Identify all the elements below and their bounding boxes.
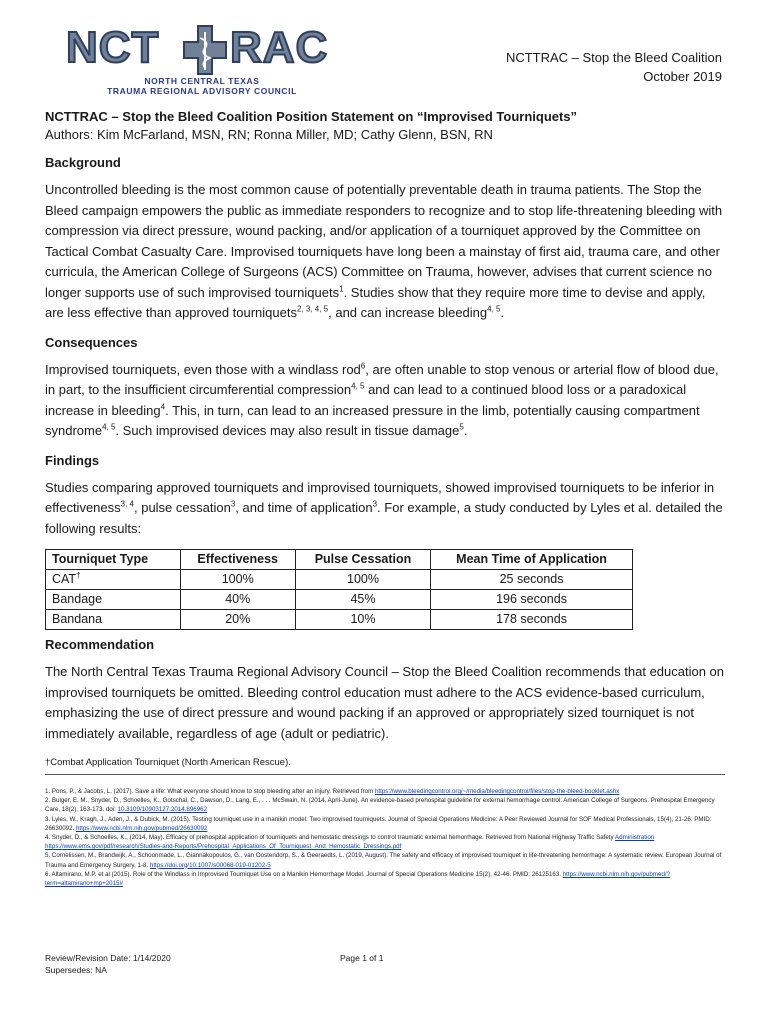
logo-text-right: RAC (230, 23, 329, 72)
document-body (45, 108, 725, 888)
reference-text: 6. Altamirano, M.P. et al (2015). Role of the Windlass in Improvised Tourniquet Use on a Manikin Hemorrhage Model. Journal of Special Operations Medicine 15(2), 42-46. PMID: 26125163. (45, 870, 563, 878)
cell-type: Bandage (46, 590, 181, 610)
section-heading-recommendation: Recommendation (45, 637, 155, 652)
findings-paragraph (45, 478, 725, 540)
reference-text: 2. Bulger, E. M., Snyder, D., Schoelles, K., Gotschal, C., Dawson, D., Lang, E., . . . McSwain, N. (2014, April-June). An evidence-based prehospital guideline for external hemorrhage control: American College of Surgeons. Prehospital Emergency Care, 18(2), 163-173. doi: (45, 797, 715, 814)
text-run: Improvised tourniquets, even those with a windlass rod (45, 361, 361, 377)
text-run: , pulse cessation (133, 500, 231, 515)
cell-text: CAT (52, 572, 77, 586)
table-row (46, 610, 633, 630)
cell-effectiveness: 100% (180, 570, 295, 590)
reference-link[interactable]: 10.3109/10903127.2014.896962 (117, 806, 208, 814)
cell-pulse: 100% (295, 570, 430, 590)
citation: 1 (339, 284, 344, 294)
cell-time: 25 seconds (431, 570, 633, 590)
text-run: . Studies show that they require more time to devise and apply, are less effective than approved tourniquets (45, 284, 706, 320)
reference-item (45, 870, 725, 888)
reference-link[interactable]: Administration https://www.ems.gov/pdf/research/Studies-and-Reports/Prehospital_Applications_Of_Tourniquest_And_Hemostatic_Dressings.pdf (45, 834, 655, 851)
citation: 4 (160, 402, 166, 412)
review-date: Review/Revision Date: 1/14/2020 (45, 953, 171, 963)
cell-pulse: 10% (295, 610, 430, 630)
cell-pulse: 45% (295, 590, 430, 610)
column-header-effectiveness: Effectiveness (180, 550, 295, 570)
text-run: Uncontrolled bleeding is the most common cause of potentially preventable death in trauma patients. The Stop the Bleed campaign empowers the public as immediate responders to recognize and to stop life-threatening bleeding with compression via direct pressure, wound packing, and/or application of a tourniquet approved by the Committee on Tactical Combat Casualty Care. Improvised tourniquets have long been a mainstay of first aid, trauma care, and other curricula, the American College of Surgeons (ACS) Committee on Trauma, however, advises that current science no longer supports use of such improvised tourniquets (45, 182, 723, 300)
page-number: Page 1 of 1 (340, 953, 384, 963)
citation: 4, 5 (351, 381, 365, 391)
text-run: . This, in turn, can lead to an increased pressure in the limb, potentially causing compartment syndrome (45, 402, 700, 438)
citation: 5 (459, 422, 464, 432)
citation: 3, 4 (120, 499, 134, 509)
consequences-paragraph (45, 360, 725, 442)
text-run: . (463, 423, 468, 438)
citation: 4, 5 (487, 304, 501, 314)
cell-effectiveness: 40% (180, 590, 295, 610)
column-header-time: Mean Time of Application (431, 550, 633, 570)
reference-text: 5. Cornelissen, M., Brandwijk, A., Schoonmade, L., Giannakopoulos, G., van Oostendorp, S., & Geeraedts, L. (2019, August). The safety and efficacy of improvised tourniquet in life-threatening hemorrhage: A systematic review. European Journal of Trauma and Emergency Surgery, 1-8. (45, 852, 722, 869)
reference-link[interactable]: https://www.bleedingcontrol.org/~/media/bleedingcontrol/files/stop-the-bleed-booklet.ashx (374, 788, 620, 795)
table-header-row (46, 550, 633, 570)
footer-left (45, 952, 171, 976)
reference-text: 1. Pons, P., & Jacobs, L. (2017). Save a life: What everyone should know to stop bleeding after an injury. Retrieved from (45, 788, 375, 795)
text-run: Studies comparing approved tourniquets and improvised tourniquets, showed improvised tourniquets to be inferior in effectiveness (45, 479, 715, 515)
header-date: October 2019 (643, 69, 722, 84)
logo-subtitle-line1: NORTH CENTRAL TEXAS (144, 76, 260, 86)
citation: 3 (372, 499, 378, 509)
reference-text: 3. Lyles, W., Kragh, J., Aden, J., & Dubick, M. (2015). Testing tourniquet use in a manikin model: Two improvised tourniquets. Journal of Special Operations Medicine: A Peer Reviewed Journal for SOF Medical Professionals, 15(4), 21-26. PMID: 26630092. (45, 815, 712, 832)
reference-link[interactable]: https://doi.org/10.1007/s00068-019-01202-5 (149, 861, 271, 869)
section-heading-background: Background (45, 155, 121, 170)
cell-effectiveness: 20% (180, 610, 295, 630)
logo-subtitle-line2: TRAUMA REGIONAL ADVISORY COUNCIL (107, 86, 297, 96)
citation: 3 (230, 499, 236, 509)
footnote-divider (45, 774, 725, 775)
text-run: . Such improvised devices may also result in tissue damage (115, 423, 460, 438)
background-paragraph (45, 180, 725, 324)
citation: 6 (360, 361, 366, 371)
reference-item (45, 787, 725, 796)
column-header-pulse: Pulse Cessation (295, 550, 430, 570)
table-row (46, 590, 633, 610)
section-heading-findings: Findings (45, 452, 100, 468)
document-authors: Authors: Kim McFarland, MSN, RN; Ronna Miller, MD; Cathy Glenn, BSN, RN (45, 127, 493, 142)
recommendation-paragraph: The North Central Texas Trauma Regional Advisory Council – Stop the Bleed Coalition recommends that education on improvised tourniquets be omitted. Bleeding control education must adhere to the ACS evidence-based curriculum, emphasizing the use of direct pressure and wound packing if an approved or appropriately sized tourniquet is not immediately available, regardless of age (adult or pediatric). (45, 664, 725, 741)
reference-link[interactable]: https://www.ncbi.nlm.nih.gov/pubmed/26630092 (75, 824, 208, 832)
reference-item (45, 833, 725, 851)
text-run: , and time of application (235, 500, 373, 515)
tourniquet-results-table (45, 549, 633, 630)
text-run: , and can increase bleeding (328, 305, 488, 320)
cell-time: 196 seconds (431, 590, 633, 610)
section-heading-consequences: Consequences (45, 334, 138, 350)
cell-type: Bandana (46, 610, 181, 630)
supersedes: Supersedes: NA (45, 965, 107, 975)
nct-trac-logo (66, 22, 338, 96)
column-header-type: Tourniquet Type (46, 550, 181, 570)
text-run: and can lead to a continued blood loss or a paradoxical increase in bleeding (45, 382, 687, 418)
star-of-life-icon (182, 24, 228, 76)
reference-link[interactable]: https://www.ncbi.nlm.nih.gov/pubmed/?term=altamirano+mp+2015# (45, 870, 671, 888)
citation: 2, 3, 4, 5 (296, 304, 329, 314)
dagger-mark: † (76, 570, 81, 580)
document-header (506, 48, 722, 86)
header-org: NCTTRAC – Stop the Bleed Coalition (505, 50, 722, 65)
table-footnote: †Combat Application Tourniquet (North American Rescue). (45, 757, 291, 768)
table-row (46, 570, 633, 590)
reference-item (45, 796, 725, 814)
reference-list (45, 787, 725, 888)
logo-text-left: NCT (66, 23, 160, 72)
document-title: NCTTRAC – Stop the Bleed Coalition Position Statement on “Improvised Tourniquets” (45, 109, 578, 124)
cell-type (46, 570, 181, 590)
reference-item (45, 851, 725, 869)
text-run: . For example, a study conducted by Lyles et al. detailed the following results: (45, 500, 723, 536)
text-run: , are often unable to stop venous or arterial flow of blood due, in part, to the insufficient circumferential compression (45, 361, 719, 397)
reference-item (45, 815, 725, 833)
text-run: . (500, 305, 505, 320)
reference-text: 4. Snyder, D., & Schoelles, K., (2014, May). Efficacy of prehospital application of tourniquets and hemostatic dressings to control traumatic external hemorrhage. Retrieved from National Highway Traffic Safety (45, 834, 615, 842)
cell-time: 178 seconds (431, 610, 633, 630)
citation: 4, 5 (102, 422, 116, 432)
